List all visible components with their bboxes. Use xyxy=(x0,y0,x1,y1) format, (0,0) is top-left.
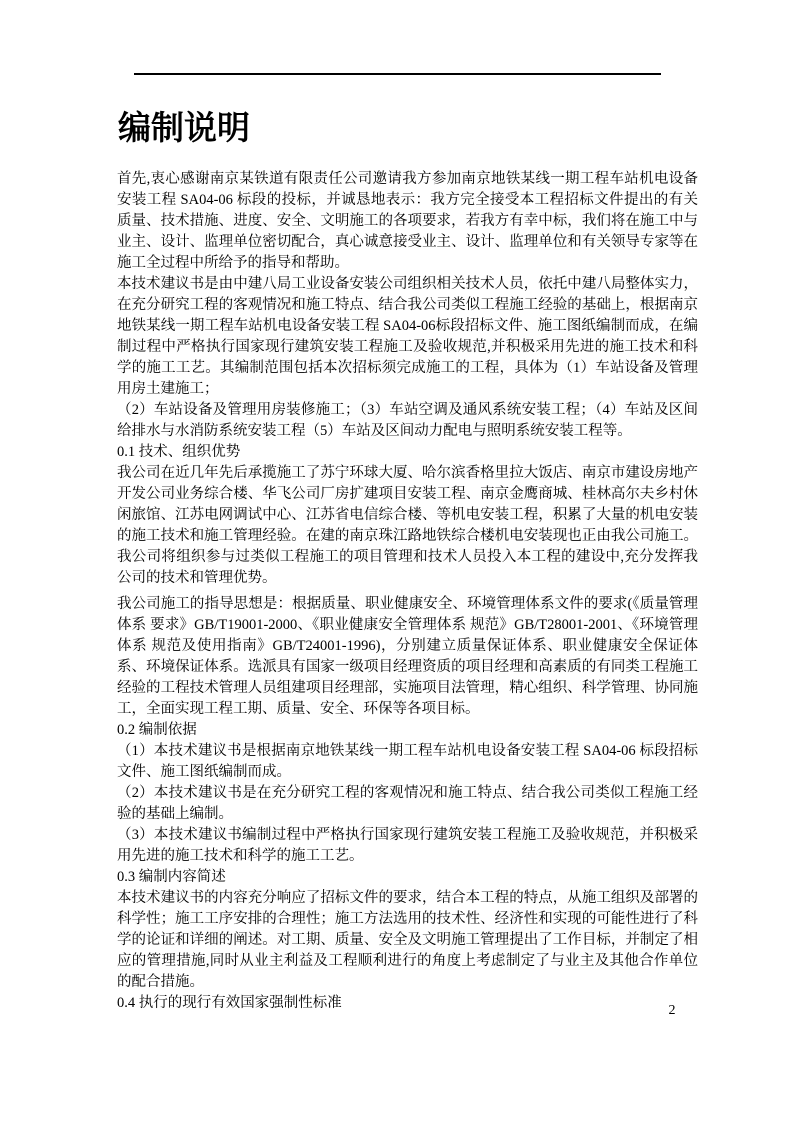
page-number: 2 xyxy=(668,1003,676,1018)
header-rule xyxy=(134,73,661,75)
paragraph: 我公司在近几年先后承揽施工了苏宁环球大厦、哈尔滨香格里拉大饭店、南京市建设房地产开发公司业务综合楼、华飞公司厂房扩建项目安装工程、南京金鹰商城、桂林高尔夫乡村休闲旅馆、江苏电网调试中心、江苏省电信综合楼、等机电安装工程，积累了大量的机电安装的施工技术和施工管理经验。在建的南京珠江路地铁综合楼机电安装现也正由我公司施工。我公司将组织参与过类似工程施工的项目管理和技术人员投入本工程的建设中,充分发挥我公司的技术和管理优势。 xyxy=(117,465,698,586)
paragraph: （3）本技术建议书编制过程中严格执行国家现行建筑安装工程施工及验收规范，并积极采用先进的施工技术和科学的施工工艺。 xyxy=(117,827,698,864)
paragraph: （2）本技术建议书是在充分研究工程的客观情况和施工特点、结合我公司类似工程施工经验的基础上编制。 xyxy=(117,785,698,822)
paragraph: （2）车站设备及管理用房装修施工；（3）车站空调及通风系统安装工程；（4）车站及区间给排水与水消防系统安装工程（5）车站及区间动力配电与照明系统安装工程等。 xyxy=(117,402,698,439)
paragraph: 本技术建议书的内容充分响应了招标文件的要求，结合本工程的特点，从施工组织及部署的科学性；施工工序安排的合理性；施工方法选用的技术性、经济性和实现的可能性进行了科学的论证和详细的阐述。对工期、质量、安全及文明施工管理提出了工作目标，并制定了相应的管理措施,同时从业主利益及工程顺利进行的角度上考虑制定了与业主及其他合作单位的配合措施。 xyxy=(117,890,698,990)
section-heading-0-3: 0.3 编制内容简述 xyxy=(117,869,226,885)
paragraph: 我公司施工的指导思想是：根据质量、职业健康安全、环境管理体系文件的要求(《质量管理体系 要求》GB/T19001-2000、《职业健康安全管理体系 规范》GB/T28001-2001、《环境管理体系 规范及使用指南》GB/T24001-1996)，分别建立质量保证体系、职业健康安全保证体系、环境保证体系。选派具有国家一级项目经理资质的项目经理和高素质的有同类工程施工经验的工程技术管理人员组建项目经理部，实施项目法管理，精心组织、科学管理、协同施工，全面实现工程工期、质量、安全、环保等各项目标。 xyxy=(117,596,698,717)
page-title: 编制说明 xyxy=(118,109,250,146)
section-heading-0-2: 0.2 编制依据 xyxy=(117,722,197,738)
section-heading-0-4: 0.4 执行的现行有效国家强制性标准 xyxy=(117,995,342,1011)
paragraph: （1）本技术建议书是根据南京地铁某线一期工程车站机电设备安装工程 SA04-06 标段招标文件、施工图纸编制而成。 xyxy=(117,743,698,780)
paragraph: 首先,衷心感谢南京某铁道有限责任公司邀请我方参加南京地铁某线一期工程车站机电设备安装工程 SA04-06 标段的投标，并诚恳地表示：我方完全接受本工程招标文件提出的有关质量、技术措施、进度、安全、文明施工的各项要求，若我方有幸中标，我们将在施工中与业主、设计、监理单位密切配合，真心诚意接受业主、设计、监理单位和有关领导专家等在施工全过程中所给予的指导和帮助。 xyxy=(117,171,698,271)
section-heading-0-1: 0.1 技术、组织优势 xyxy=(117,444,241,460)
document-body xyxy=(117,169,698,1014)
paragraph: 本技术建议书是由中建八局工业设备安装公司组织相关技术人员，依托中建八局整体实力，在充分研究工程的客观情况和施工特点、结合我公司类似工程施工经验的基础上，根据南京地铁某线一期工程车站机电设备安装工程 SA04-06标段招标文件、施工图纸编制而成，在编制过程中严格执行国家现行建筑安装工程施工及验收规范,并积极采用先进的施工技术和科学的施工工艺。其编制范围包括本次招标须完成施工的工程，具体为（1）车站设备及管理用房土建施工； xyxy=(117,276,698,397)
